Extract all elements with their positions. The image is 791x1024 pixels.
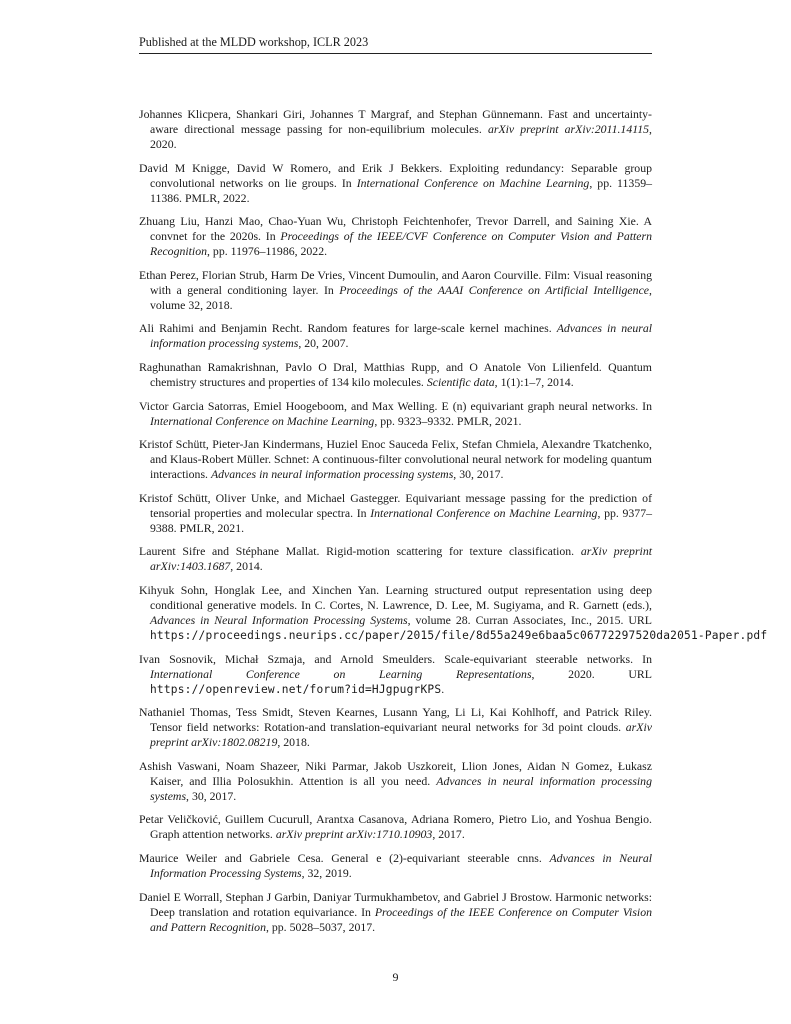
page-number: 9 — [392, 970, 399, 984]
reference-item: Nathaniel Thomas, Tess Smidt, Steven Kearnes, Lusann Yang, Li Li, Kai Kohlhoff, and Patrick Riley. Tensor field networks: Rotation-and translation-equivariant neural networks for 3d point clouds. arXiv preprint arXiv:1802.08219, 2018. — [139, 705, 652, 750]
reference-url-link[interactable]: https://openreview.net/forum?id=HJgpugrKPS — [150, 682, 442, 696]
reference-item: Petar Veličković, Guillem Cucurull, Arantxa Casanova, Adriana Romero, Pietro Lio, and Yoshua Bengio. Graph attention networks. arXiv preprint arXiv:1710.10903, 2017. — [139, 812, 652, 842]
reference-item: Kihyuk Sohn, Honglak Lee, and Xinchen Yan. Learning structured output representation using deep conditional generative models. In C. Cortes, N. Lawrence, D. Lee, M. Sugiyama, and R. Garnett (eds.), Advances in Neural Information Processing Systems, volume 28. Curran Associates, Inc., 2015. URL https://proceedings.neurips.cc/paper/2015/file/8d55a249e6baa5c06772297520da2051-Paper.pdf — [139, 582, 768, 642]
reference-item: Maurice Weiler and Gabriele Cesa. General e (2)-equivariant steerable cnns. Advances in Neural Information Processing Systems, 32, 2019. — [139, 850, 652, 880]
reference-item: David M Knigge, David W Romero, and Erik J Bekkers. Exploiting redundancy: Separable group convolutional networks on lie groups. In International Conference on Machine Learning, pp. 11359–11386. PMLR, 2022. — [139, 160, 653, 205]
reference-item: Daniel E Worrall, Stephan J Garbin, Daniyar Turmukhambetov, and Gabriel J Brostow. Harmonic networks: Deep translation and rotation equivariance. In Proceedings of the IEEE Conference on Computer Vision and Pattern Recognition, pp. 5028–5037, 2017. — [139, 889, 652, 934]
reference-item: Johannes Klicpera, Shankari Giri, Johannes T Margraf, and Stephan Günnemann. Fast and uncertainty-aware directional message passing for non-equilibrium molecules. arXiv preprint arXiv:2011.14115, 2020. — [139, 107, 652, 151]
reference-item: Ethan Perez, Florian Strub, Harm De Vries, Vincent Dumoulin, and Aaron Courville. Film: Visual reasoning with a general conditioning layer. In Proceedings of the AAAI Conference on Artificial Intelligence, volume 32, 2018. — [139, 267, 652, 312]
reference-item: Ivan Sosnovik, Michał Szmaja, and Arnold Smeulders. Scale-equivariant steerable networks. In International Conference on Learning Representations, 2020. URL https://openreview.net/forum?id=HJgpugrKPS. — [139, 651, 652, 696]
reference-item: Kristof Schütt, Oliver Unke, and Michael Gastegger. Equivariant message passing for the prediction of tensorial properties and molecular spectra. In International Conference on Machine Learning, pp. 9377–9388. PMLR, 2021. — [139, 490, 652, 535]
reference-item: Victor Garcia Satorras, Emiel Hoogeboom, and Max Welling. E (n) equivariant graph neural networks. In International Conference on Machine Learning, pp. 9323–9332. PMLR, 2021. — [139, 398, 652, 428]
reference-item: Zhuang Liu, Hanzi Mao, Chao-Yuan Wu, Christoph Feichtenhofer, Trevor Darrell, and Saining Xie. A convnet for the 2020s. In Proceedings of the IEEE/CVF Conference on Computer Vision and Pattern Recognition, pp. 11976–11986, 2022. — [139, 214, 653, 259]
reference-list — [139, 107, 768, 943]
running-header: Published at the MLDD workshop, ICLR 2023 — [139, 35, 652, 54]
reference-item: Ali Rahimi and Benjamin Recht. Random features for large-scale kernel machines. Advances in neural information processing systems, 20, 2007. — [139, 321, 652, 351]
reference-url-link[interactable]: https://proceedings.neurips.cc/paper/2015/file/8d55a249e6baa5c06772297520da2051-Paper.pdf — [150, 628, 768, 642]
reference-item: Ashish Vaswani, Noam Shazeer, Niki Parmar, Jakob Uszkoreit, Llion Jones, Aidan N Gomez, Łukasz Kaiser, and Illia Polosukhin. Attention is all you need. Advances in neural information processing systems, 30, 2017. — [139, 758, 652, 803]
reference-item: Laurent Sifre and Stéphane Mallat. Rigid-motion scattering for texture classification. arXiv preprint arXiv:1403.1687, 2014. — [139, 544, 652, 574]
reference-item: Raghunathan Ramakrishnan, Pavlo O Dral, Matthias Rupp, and O Anatole Von Lilienfeld. Quantum chemistry structures and properties of 134 kilo molecules. Scientific data, 1(1):1–7, 2014. — [139, 359, 652, 389]
reference-item: Kristof Schütt, Pieter-Jan Kindermans, Huziel Enoc Sauceda Felix, Stefan Chmiela, Alexandre Tkatchenko, and Klaus-Robert Müller. Schnet: A continuous-filter convolutional neural network for modeling quantum interactions. Advances in neural information processing systems, 30, 2017. — [139, 437, 652, 482]
